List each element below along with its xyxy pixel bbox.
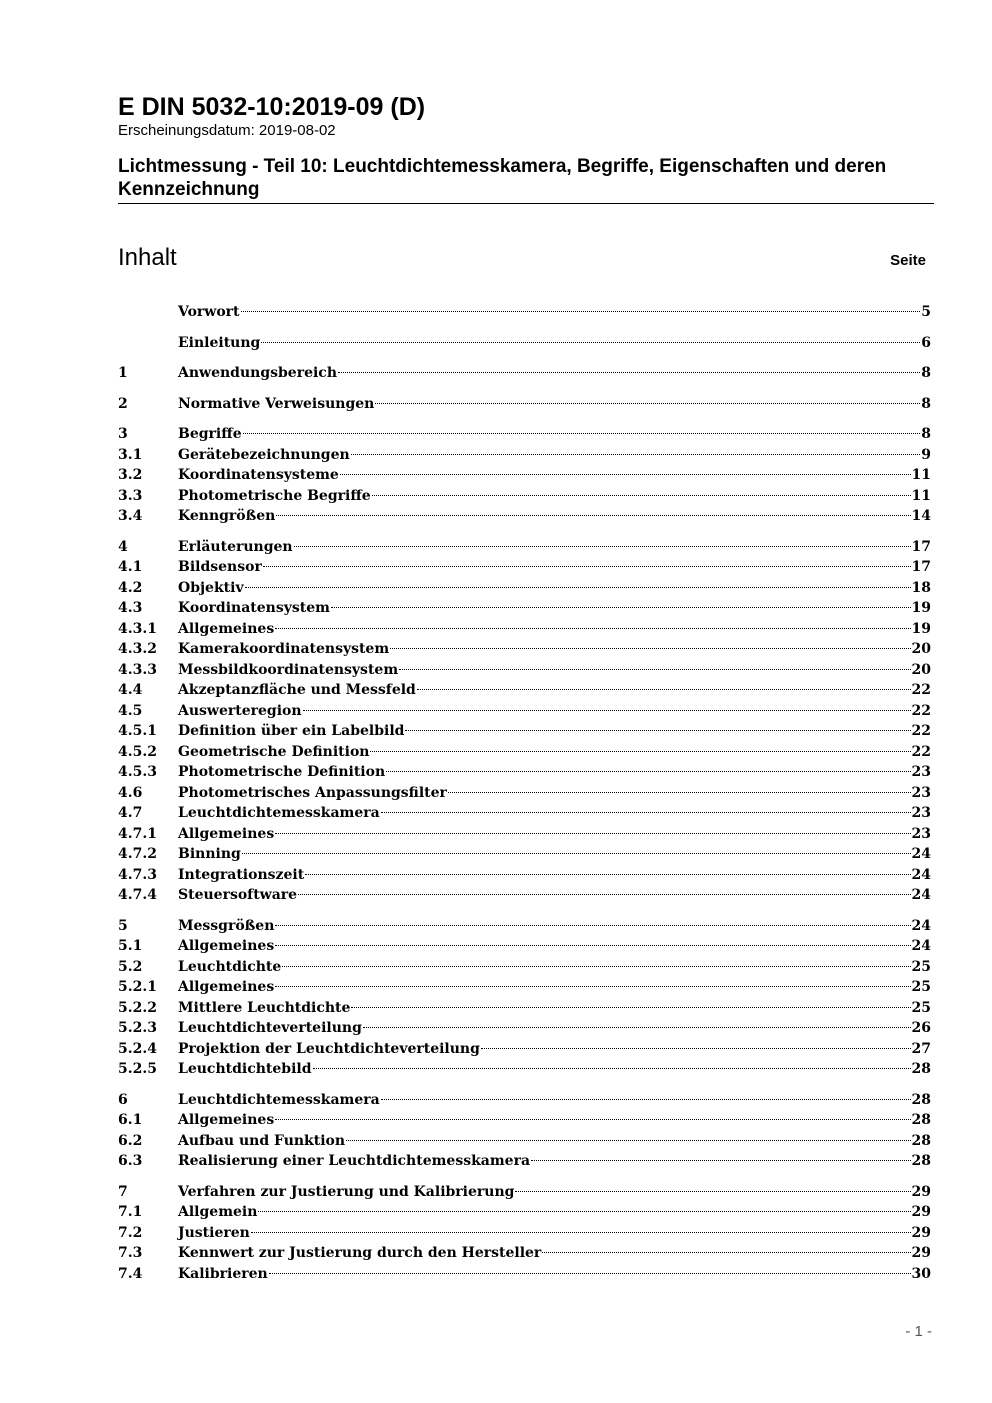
toc-entry-number: 3.1 [118, 446, 143, 463]
toc-dot-leader [251, 1232, 911, 1233]
toc-entry-number: 4.7 [118, 805, 143, 821]
toc-entry[interactable] [118, 333, 931, 354]
table-of-contents [118, 302, 931, 1284]
toc-dot-leader [269, 1273, 911, 1274]
toc-entry-number: 6 [118, 1091, 128, 1108]
toc-entry-number: 7.2 [118, 1224, 143, 1241]
toc-entry[interactable] [118, 865, 931, 886]
toc-entry-title: Kalibrieren [178, 1265, 268, 1282]
toc-entry[interactable] [118, 1039, 931, 1060]
toc-entry[interactable] [118, 1243, 931, 1264]
toc-dot-leader [282, 966, 910, 967]
toc-entry-page: 24 [911, 917, 931, 934]
toc-heading-row [118, 244, 926, 272]
toc-entry-page: 25 [911, 979, 931, 995]
toc-entry[interactable] [118, 1182, 931, 1203]
toc-entry-page: 28 [911, 1091, 931, 1108]
toc-dot-leader [351, 454, 921, 455]
toc-entry-title: Integrationszeit [178, 866, 305, 883]
toc-dot-leader [381, 1099, 911, 1100]
toc-entry[interactable] [118, 680, 931, 701]
toc-entry-title: Verfahren zur Justierung und Kalibrierung [178, 1183, 515, 1200]
toc-entry-page: 24 [911, 846, 931, 862]
toc-entry-page: 8 [921, 426, 931, 442]
toc-entry-page: 20 [911, 641, 931, 657]
toc-dot-leader [375, 403, 920, 404]
toc-entry-number: 1 [118, 365, 128, 381]
toc-entry-title: Geometrische Definition [178, 743, 370, 760]
toc-entry-page: 22 [911, 682, 931, 698]
toc-dot-leader [303, 710, 911, 711]
toc-dot-leader [294, 546, 911, 547]
toc-entry[interactable] [118, 803, 931, 824]
toc-dot-leader [276, 515, 910, 516]
toc-entry-number: 5 [118, 917, 128, 934]
toc-entry-page: 29 [911, 1183, 931, 1200]
toc-entry-page: 22 [911, 702, 931, 719]
toc-entry-number: 4.3.2 [118, 641, 157, 657]
toc-entry[interactable] [118, 936, 931, 957]
toc-entry-number: 3.4 [118, 508, 143, 524]
toc-entry-page: 8 [921, 365, 931, 381]
toc-entry-title: Normative Verweisungen [178, 395, 375, 412]
toc-entry-page: 5 [921, 304, 931, 320]
toc-page-column-label: Seite [890, 252, 926, 269]
toc-entry-page: 9 [921, 446, 931, 463]
toc-dot-leader [372, 495, 911, 496]
toc-entry[interactable] [118, 1131, 931, 1152]
toc-dot-leader [340, 474, 911, 475]
toc-dot-leader [448, 792, 911, 793]
toc-entry[interactable] [118, 445, 931, 466]
toc-dot-leader [263, 566, 911, 567]
toc-dot-leader [390, 648, 910, 649]
toc-dot-leader [275, 945, 910, 946]
toc-entry[interactable] [118, 537, 931, 558]
toc-dot-leader [399, 669, 910, 670]
toc-entry-title: Messgrößen [178, 917, 275, 934]
toc-entry-title: Justieren [178, 1224, 250, 1241]
toc-dot-leader [305, 874, 910, 875]
toc-entry-title: Koordinatensysteme [178, 467, 339, 483]
toc-entry[interactable] [118, 957, 931, 978]
toc-dot-leader [243, 433, 921, 434]
toc-dot-leader [275, 1119, 910, 1120]
toc-entry[interactable] [118, 465, 931, 486]
toc-dot-leader [261, 342, 920, 343]
toc-dot-leader [275, 833, 910, 834]
toc-entry-page: 29 [911, 1224, 931, 1241]
toc-entry-title: Gerätebezeichnungen [178, 446, 350, 463]
toc-entry[interactable] [118, 1059, 931, 1080]
toc-dot-leader [242, 853, 911, 854]
toc-entry-number: 3.3 [118, 487, 143, 504]
toc-entry[interactable] [118, 721, 931, 742]
toc-entry[interactable] [118, 762, 931, 783]
toc-entry-number: 7.3 [118, 1245, 143, 1261]
toc-entry-page: 19 [911, 620, 931, 637]
toc-entry-number: 4.4 [118, 682, 143, 698]
toc-dot-leader [313, 1068, 911, 1069]
toc-entry-title: Mittlere Leuchtdichte [178, 999, 351, 1016]
toc-entry-number: 5.2 [118, 958, 143, 975]
toc-dot-leader [245, 587, 911, 588]
toc-entry[interactable] [118, 824, 931, 845]
document-title: Lichtmessung - Teil 10: Leuchtdichtemesskamera, Begriffe, Eigenschaften und deren Kennzeichnung [118, 155, 934, 204]
toc-entry[interactable] [118, 742, 931, 763]
toc-entry-page: 18 [911, 579, 931, 596]
toc-entry[interactable] [118, 916, 931, 937]
toc-heading: Inhalt [118, 244, 177, 271]
toc-entry-page: 23 [911, 764, 931, 780]
publication-date: Erscheinungsdatum: 2019-08-02 [118, 122, 336, 139]
toc-entry-page: 17 [911, 538, 931, 555]
toc-dot-leader [381, 812, 911, 813]
toc-entry-number: 5.2.1 [118, 979, 157, 995]
toc-entry-number: 5.1 [118, 938, 143, 954]
toc-entry[interactable] [118, 998, 931, 1019]
toc-entry-number: 6.3 [118, 1153, 143, 1169]
toc-entry-page: 23 [911, 784, 931, 801]
toc-entry-number: 6.2 [118, 1132, 143, 1149]
toc-entry-number: 4.2 [118, 579, 143, 596]
toc-entry-title: Allgemeines [178, 979, 275, 995]
toc-dot-leader [275, 925, 910, 926]
toc-entry-page: 29 [911, 1245, 931, 1261]
toc-dot-leader [275, 986, 910, 987]
toc-entry-number: 4.7.1 [118, 825, 157, 842]
toc-dot-leader [241, 311, 921, 312]
toc-entry-page: 23 [911, 805, 931, 821]
toc-entry[interactable] [118, 394, 931, 415]
toc-entry[interactable] [118, 557, 931, 578]
toc-entry-title: Aufbau und Funktion [178, 1132, 346, 1149]
toc-entry[interactable] [118, 1151, 931, 1172]
toc-entry-title: Leuchtdichteverteilung [178, 1020, 362, 1036]
toc-entry-title: Binning [178, 846, 241, 862]
toc-entry-page: 29 [911, 1204, 931, 1220]
toc-dot-leader [275, 628, 910, 629]
toc-entry-page: 23 [911, 825, 931, 842]
toc-entry-title: Allgemeines [178, 938, 275, 954]
toc-entry[interactable] [118, 977, 931, 998]
toc-entry[interactable] [118, 302, 931, 323]
toc-entry-title: Kenngrößen [178, 508, 276, 524]
document-id: E DIN 5032-10:2019-09 (D) [118, 93, 426, 121]
toc-entry-title: Anwendungsbereich [178, 365, 337, 381]
toc-entry[interactable] [118, 363, 931, 384]
toc-entry-title: Kamerakoordinatensystem [178, 641, 390, 657]
toc-entry-number: 4.3.1 [118, 620, 157, 637]
toc-entry-title: Allgemein [178, 1204, 258, 1220]
toc-entry-title: Bildsensor [178, 559, 262, 575]
toc-dot-leader [481, 1048, 911, 1049]
toc-entry-title: Allgemeines [178, 620, 275, 637]
toc-entry-number: 4.5.3 [118, 764, 157, 780]
toc-entry-title: Vorwort [178, 304, 240, 320]
toc-entry-title: Leuchtdichtemesskamera [178, 805, 380, 821]
toc-entry-number: 4.3 [118, 600, 143, 616]
toc-entry-page: 28 [911, 1132, 931, 1149]
toc-entry-title: Allgemeines [178, 1112, 275, 1128]
toc-entry-page: 11 [911, 467, 931, 483]
toc-entry-number: 3 [118, 426, 128, 442]
toc-entry[interactable] [118, 1110, 931, 1131]
toc-entry-title: Projektion der Leuchtdichteverteilung [178, 1040, 480, 1057]
toc-entry-number: 5.2.2 [118, 999, 157, 1016]
toc-entry-title: Auswerteregion [178, 702, 302, 719]
toc-entry-title: Photometrische Begriffe [178, 487, 371, 504]
toc-entry-page: 27 [911, 1040, 931, 1057]
toc-dot-leader [417, 689, 911, 690]
toc-entry-number: 6.1 [118, 1112, 143, 1128]
toc-entry-title: Objektiv [178, 579, 244, 596]
page-number: - 1 - [905, 1323, 932, 1340]
toc-entry[interactable] [118, 885, 931, 906]
toc-entry-number: 4.5.2 [118, 743, 157, 760]
toc-entry-page: 11 [911, 487, 931, 504]
toc-entry-number: 4.7.2 [118, 846, 157, 862]
toc-entry-title: Erläuterungen [178, 538, 293, 555]
toc-entry-title: Koordinatensystem [178, 600, 330, 616]
toc-entry-page: 28 [911, 1061, 931, 1077]
toc-entry-number: 4.3.3 [118, 661, 157, 678]
toc-entry-title: Photometrisches Anpassungsfilter [178, 784, 447, 801]
toc-entry-number: 7.1 [118, 1204, 143, 1220]
toc-entry[interactable] [118, 619, 931, 640]
toc-entry[interactable] [118, 486, 931, 507]
document-header [118, 92, 934, 204]
toc-entry-title: Steuersoftware [178, 887, 298, 903]
toc-entry[interactable] [118, 1018, 931, 1039]
toc-entry-page: 20 [911, 661, 931, 678]
toc-dot-leader [346, 1140, 910, 1141]
toc-dot-leader [363, 1027, 911, 1028]
toc-entry-page: 6 [921, 334, 931, 351]
toc-entry-page: 19 [911, 600, 931, 616]
toc-dot-leader [331, 607, 911, 608]
toc-entry-number: 4.6 [118, 784, 143, 801]
toc-entry-number: 4.1 [118, 559, 143, 575]
toc-entry[interactable] [118, 578, 931, 599]
toc-entry-number: 4.5 [118, 702, 143, 719]
toc-entry-title: Akzeptanzfläche und Messfeld [178, 682, 416, 698]
toc-dot-leader [515, 1191, 910, 1192]
toc-dot-leader [351, 1007, 910, 1008]
toc-entry-title: Messbildkoordinatensystem [178, 661, 399, 678]
toc-dot-leader [405, 730, 910, 731]
toc-entry-number: 3.2 [118, 467, 143, 483]
toc-entry[interactable] [118, 1090, 931, 1111]
toc-entry-title: Leuchtdichte [178, 958, 282, 975]
toc-entry-title: Kennwert zur Justierung durch den Hersteller [178, 1245, 542, 1261]
toc-entry-page: 24 [911, 887, 931, 903]
toc-entry-page: 24 [911, 938, 931, 954]
toc-entry-title: Realisierung einer Leuchtdichtemesskamera [178, 1153, 531, 1169]
toc-entry-page: 8 [921, 395, 931, 412]
toc-entry-page: 25 [911, 958, 931, 975]
toc-entry-number: 4 [118, 538, 128, 555]
toc-entry-title: Definition über ein Labelbild [178, 723, 405, 739]
toc-dot-leader [531, 1160, 910, 1161]
toc-entry-title: Begriffe [178, 426, 242, 442]
toc-entry[interactable] [118, 1202, 931, 1223]
toc-entry-page: 30 [911, 1265, 931, 1282]
toc-entry-page: 26 [911, 1020, 931, 1036]
toc-entry-number: 5.2.3 [118, 1020, 157, 1036]
toc-entry-page: 25 [911, 999, 931, 1016]
toc-entry[interactable] [118, 424, 931, 445]
toc-entry[interactable] [118, 639, 931, 660]
toc-entry-title: Leuchtdichtebild [178, 1061, 312, 1077]
toc-entry[interactable] [118, 506, 931, 527]
toc-dot-leader [258, 1211, 910, 1212]
toc-dot-leader [338, 372, 920, 373]
toc-entry[interactable] [118, 660, 931, 681]
toc-entry[interactable] [118, 783, 931, 804]
toc-entry-title: Photometrische Definition [178, 764, 386, 780]
toc-entry-number: 2 [118, 395, 128, 412]
toc-dot-leader [542, 1252, 910, 1253]
toc-entry-number: 4.7.4 [118, 887, 157, 903]
toc-entry-number: 5.2.5 [118, 1061, 157, 1077]
toc-entry-page: 24 [911, 866, 931, 883]
toc-dot-leader [298, 894, 910, 895]
toc-entry-page: 17 [911, 559, 931, 575]
toc-dot-leader [386, 771, 910, 772]
toc-entry-number: 5.2.4 [118, 1040, 157, 1057]
toc-entry[interactable] [118, 1223, 931, 1244]
toc-entry-number: 4.7.3 [118, 866, 157, 883]
toc-entry[interactable] [118, 701, 931, 722]
toc-entry-page: 22 [911, 723, 931, 739]
toc-entry-title: Allgemeines [178, 825, 275, 842]
toc-entry[interactable] [118, 844, 931, 865]
toc-entry-page: 28 [911, 1153, 931, 1169]
toc-entry-number: 7.4 [118, 1265, 143, 1282]
toc-entry-title: Einleitung [178, 334, 261, 351]
toc-dot-leader [370, 751, 910, 752]
toc-entry[interactable] [118, 598, 931, 619]
toc-entry-page: 14 [911, 508, 931, 524]
toc-entry-page: 28 [911, 1112, 931, 1128]
toc-entry-page: 22 [911, 743, 931, 760]
toc-entry-number: 4.5.1 [118, 723, 157, 739]
toc-entry-title: Leuchtdichtemesskamera [178, 1091, 380, 1108]
toc-entry-number: 7 [118, 1183, 128, 1200]
toc-entry[interactable] [118, 1264, 931, 1285]
